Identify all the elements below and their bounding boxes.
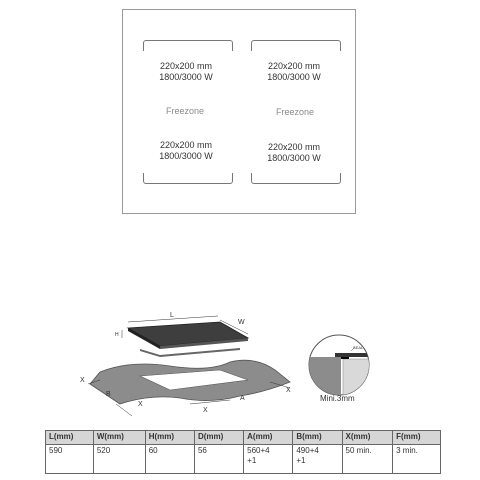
dim-label-X-front: X [203, 407, 208, 414]
cooking-zone-bottom-left [141, 140, 231, 162]
seal-strip [341, 357, 349, 359]
dim-label-X-right: X [286, 387, 291, 394]
dim-label-W: W [238, 319, 245, 326]
cell-A: 560+4 +1 [244, 445, 293, 474]
zone-bracket-top-left [143, 40, 233, 51]
hob-body [140, 348, 240, 357]
freezone-label-right: Freezone [275, 107, 315, 117]
zone-size: 220x200 mm [159, 140, 213, 150]
zone-power: 1800/3000 W [159, 72, 213, 82]
cell-F: 3 min. [393, 445, 441, 474]
zone-power: 1800/3000 W [159, 151, 213, 161]
cooking-zone-top-left [141, 61, 231, 83]
dim-label-L: L [170, 312, 174, 319]
col-header-A: A(mm) [244, 431, 293, 445]
cooking-zone-top-right [249, 61, 339, 83]
cell-B: 490+4 +1 [293, 445, 342, 474]
zone-bracket-bottom-right [251, 173, 341, 184]
col-header-B: B(mm) [293, 431, 342, 445]
hob-top-view [122, 9, 356, 214]
col-header-D: D(mm) [194, 431, 243, 445]
zone-power: 1800/3000 W [267, 72, 321, 82]
dim-label-A: A [240, 395, 245, 402]
cell-D: 56 [194, 445, 243, 474]
col-header-F: F(mm) [393, 431, 441, 445]
col-header-H: H(mm) [145, 431, 194, 445]
zone-size: 220x200 mm [267, 61, 321, 71]
seal-countertop [309, 357, 341, 397]
cell-H: 60 [145, 445, 194, 474]
seal-label: SEAL [353, 345, 364, 350]
zone-bracket-bottom-left [143, 173, 233, 184]
cell-W: 520 [93, 445, 145, 474]
minimum-gap-label: Mini.3mm [320, 394, 355, 403]
cooking-zone-bottom-right [249, 142, 339, 164]
cell-X: 50 min. [342, 445, 393, 474]
dim-label-X-bottom: X [138, 401, 143, 408]
zone-size: 220x200 mm [267, 142, 321, 152]
freezone-label-left: Freezone [165, 106, 205, 116]
dim-label-X-left: X [80, 377, 85, 384]
zone-size: 220x200 mm [159, 61, 213, 71]
dim-label-B: B [106, 391, 111, 398]
dimension-spec-table [45, 430, 441, 474]
col-header-X: X(mm) [342, 431, 393, 445]
table-row [46, 445, 441, 474]
installation-diagram [70, 300, 300, 420]
seal-worktop-block [343, 359, 373, 397]
cell-L: 590 [46, 445, 94, 474]
col-header-W: W(mm) [93, 431, 145, 445]
table-header-row [46, 431, 441, 445]
zone-power: 1800/3000 W [267, 153, 321, 163]
zone-bracket-top-right [251, 40, 341, 51]
col-header-L: L(mm) [46, 431, 94, 445]
dim-label-H: H [115, 332, 119, 338]
